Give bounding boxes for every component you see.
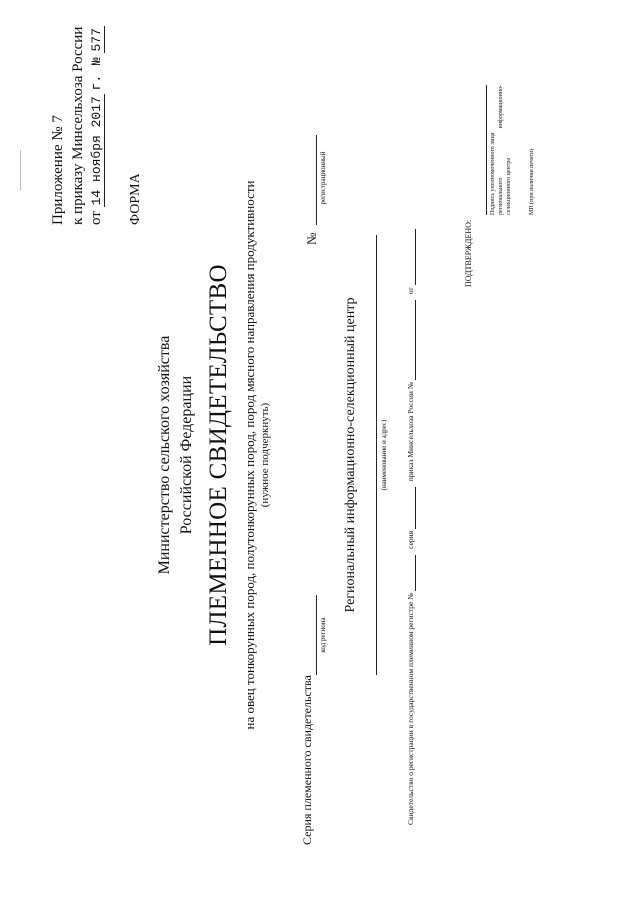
ministry-line-2: Российской Федерации bbox=[178, 375, 195, 535]
number-prefix: № bbox=[89, 57, 104, 66]
signature-line-1: Подпись уполномоченного лица bbox=[490, 132, 496, 215]
date-value: 14 ноября 2017 bbox=[89, 96, 104, 206]
region-code-line bbox=[316, 595, 317, 675]
form-label: ФОРМА bbox=[128, 173, 143, 225]
number-sign: № bbox=[304, 232, 319, 245]
certificate-order-blank bbox=[406, 300, 416, 380]
center-address-line bbox=[376, 235, 377, 675]
document-subtitle: на овец тонкорунных пород, полутонкорунных пород, пород мясного направления продуктивности bbox=[242, 180, 257, 730]
center-title: Региональный информационно-селекционный центр bbox=[343, 297, 358, 613]
document-title: ПЛЕМЕННОЕ СВИДЕТЕЛЬСТВО bbox=[205, 264, 232, 646]
certificate-date-blank bbox=[406, 229, 416, 285]
region-code-label: код региона bbox=[319, 617, 327, 653]
series-label: Серия племенного свидетельства bbox=[300, 675, 314, 845]
certificate-from: от bbox=[406, 287, 415, 295]
certificate-series: серия bbox=[406, 530, 415, 549]
appendix-title: Приложение № 7 bbox=[50, 115, 66, 225]
signature-line bbox=[486, 85, 487, 215]
date-prefix: от bbox=[88, 211, 104, 225]
appendix-date-line bbox=[88, 26, 105, 225]
registration-number-line bbox=[316, 135, 317, 225]
date-suffix: г. bbox=[89, 74, 104, 91]
ministry-line-1: Министерство сельского хозяйства bbox=[156, 335, 173, 575]
approved-label: ПОДТВЕРЖДЕНО: bbox=[464, 219, 473, 287]
center-caption: (наименование и адрес) bbox=[380, 419, 388, 491]
certificate-series-blank bbox=[406, 487, 416, 529]
certificate-order: приказ Минсельхоза России № bbox=[406, 382, 415, 482]
certificate-number-blank bbox=[406, 555, 416, 591]
signature-info: информационно- bbox=[498, 85, 504, 129]
registration-label: регистрационный bbox=[319, 151, 327, 205]
signature-line-2 bbox=[498, 85, 504, 215]
signature-regional: регионального bbox=[498, 177, 504, 215]
subtitle-note: (нужное подчеркнуть) bbox=[259, 402, 271, 508]
certificate-line bbox=[406, 229, 416, 825]
number-value: 577 bbox=[89, 28, 104, 52]
stamp-note: МП (при наличии печати) bbox=[529, 148, 535, 215]
certificate-lead: Свидетельство о регистрации в государственном племенном регистре № bbox=[406, 592, 415, 825]
signature-line-3: селекционного центра bbox=[506, 157, 512, 215]
appendix-order-ref: к приказу Минсельхоза России bbox=[70, 26, 86, 225]
